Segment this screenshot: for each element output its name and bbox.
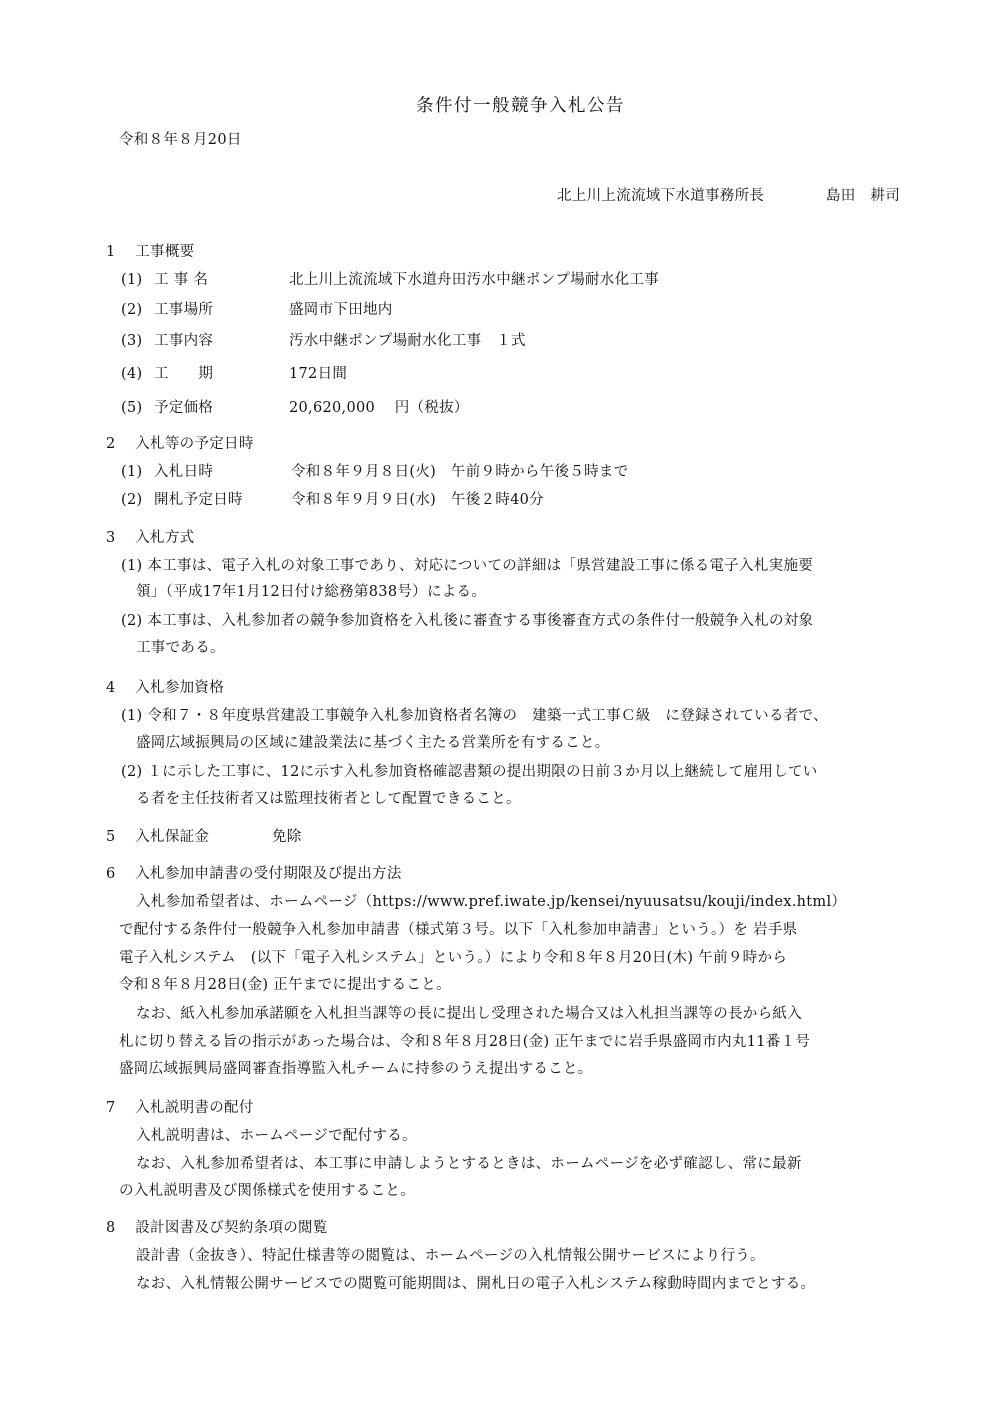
- item-label: 工事場所: [154, 302, 214, 318]
- paragraph-line: (1) 令和７・８年度県営建設工事競争入札参加資格者名簿の 建築一式工事Ｃ級 に登録されている者で、: [121, 708, 828, 724]
- section-1-heading: 1 工事概要: [106, 244, 195, 260]
- paragraph-line: の入札説明書及び関係様式を使用すること。: [119, 1183, 415, 1199]
- section-8-heading: 8 設計図書及び契約条項の閲覧: [106, 1220, 328, 1236]
- issuer-office: 北上川上流流域下水道事務所長: [557, 188, 765, 204]
- paragraph-line: 令和８年８月28日(金) 正午までに提出すること。: [119, 977, 451, 993]
- paragraph-line: 盛岡広域振興局盛岡審査指導監入札チームに持参のうえ提出すること。: [119, 1061, 593, 1077]
- section-7-heading: 7 入札説明書の配付: [106, 1100, 254, 1116]
- item-value: 汚水中継ポンプ場耐水化工事 １式: [289, 333, 526, 349]
- item-no: (1): [121, 464, 143, 480]
- paragraph-line: る者を主任技術者又は監理技術者として配置できること。: [136, 791, 521, 807]
- deposit-value: 免除: [272, 829, 302, 845]
- item-no: (1): [121, 272, 143, 288]
- paragraph-line: (2) １に示した工事に、12に示す入札参加資格確認書類の提出期限の日前３か月以上継続して雇用してい: [121, 764, 818, 780]
- paragraph-line: 設計書（金抜き）、特記仕様書等の閲覧は、ホームページの入札情報公開サービスにより行う。: [136, 1248, 765, 1264]
- item-no: (4): [121, 366, 143, 382]
- document-title: 条件付一般競争入札公告: [416, 96, 625, 116]
- item-label: 入札日時: [154, 464, 214, 480]
- paragraph-line: (2) 本工事は、入札参加者の競争参加資格を入札後に審査する事後審査方式の条件付一般競争入札の対象: [121, 613, 814, 629]
- paragraph-line: 入札参加希望者は、ホームページ（https://www.pref.iwate.jp/kensei/nyuusatsu/kouji/index.html）: [136, 894, 847, 910]
- item-value: 盛岡市下田地内: [289, 302, 393, 318]
- item-no: (2): [121, 302, 143, 318]
- issuer-name: 島田 耕司: [826, 188, 900, 204]
- item-value: 令和８年９月８日(火) 午前９時から午後５時まで: [291, 464, 629, 480]
- paragraph-line: 領」（平成17年1月12日付け総務第838号）による。: [136, 584, 487, 600]
- paragraph-line: で配付する条件付一般競争入札参加申請書（様式第３号。以下「入札参加申請書」という。）を 岩手県: [119, 922, 798, 938]
- item-no: (2): [121, 492, 143, 508]
- item-value: 20,620,000 円（税抜）: [289, 400, 469, 416]
- item-label: 工 期: [154, 366, 214, 382]
- section-2-heading: 2 入札等の予定日時: [106, 436, 254, 452]
- item-no: (3): [121, 333, 143, 349]
- paragraph-line: 札に切り替える旨の指示があった場合は、令和８年８月28日(金) 正午までに岩手県盛岡市内丸11番１号: [119, 1034, 811, 1050]
- paragraph-line: (1) 本工事は、電子入札の対象工事であり、対応についての詳細は「県営建設工事に係る電子入札実施要: [121, 558, 814, 574]
- paragraph-line: なお、紙入札参加承諾願を入札担当課等の長に提出し受理された場合又は入札担当課等の長から紙入: [136, 1006, 802, 1022]
- paragraph-line: 工事である。: [136, 640, 225, 656]
- paragraph-line: 電子入札システム (以下「電子入札システム」という。）により令和８年８月20日(木) 午前９時から: [119, 950, 788, 966]
- item-label: 開札予定日時: [154, 492, 243, 508]
- item-value: 172日間: [289, 366, 348, 382]
- item-value: 北上川上流流域下水道舟田汚水中継ポンプ場耐水化工事: [289, 272, 659, 288]
- section-3-heading: 3 入札方式: [106, 530, 195, 546]
- section-5-heading: 5 入札保証金: [106, 829, 210, 845]
- paragraph-line: 入札説明書は、ホームページで配付する。: [136, 1128, 417, 1144]
- item-label: 工事内容: [154, 333, 214, 349]
- item-value: 令和８年９月９日(水) 午後２時40分: [291, 492, 544, 508]
- item-label: 予定価格: [154, 400, 214, 416]
- section-6-heading: 6 入札参加申請書の受付期限及び提出方法: [106, 866, 402, 882]
- paragraph-line: なお、入札参加希望者は、本工事に申請しようとするときは、ホームページを必ず確認し、常に最新: [136, 1156, 802, 1172]
- paragraph-line: なお、入札情報公開サービスでの閲覧可能期間は、開札日の電子入札システム稼動時間内までとする。: [136, 1276, 816, 1292]
- item-no: (5): [121, 400, 143, 416]
- section-4-heading: 4 入札参加資格: [106, 680, 225, 696]
- issue-date: 令和８年８月20日: [119, 132, 242, 148]
- paragraph-line: 盛岡広域振興局の区域に建設業法に基づく主たる営業所を有すること。: [136, 735, 610, 751]
- item-label: 工 事 名: [154, 272, 209, 288]
